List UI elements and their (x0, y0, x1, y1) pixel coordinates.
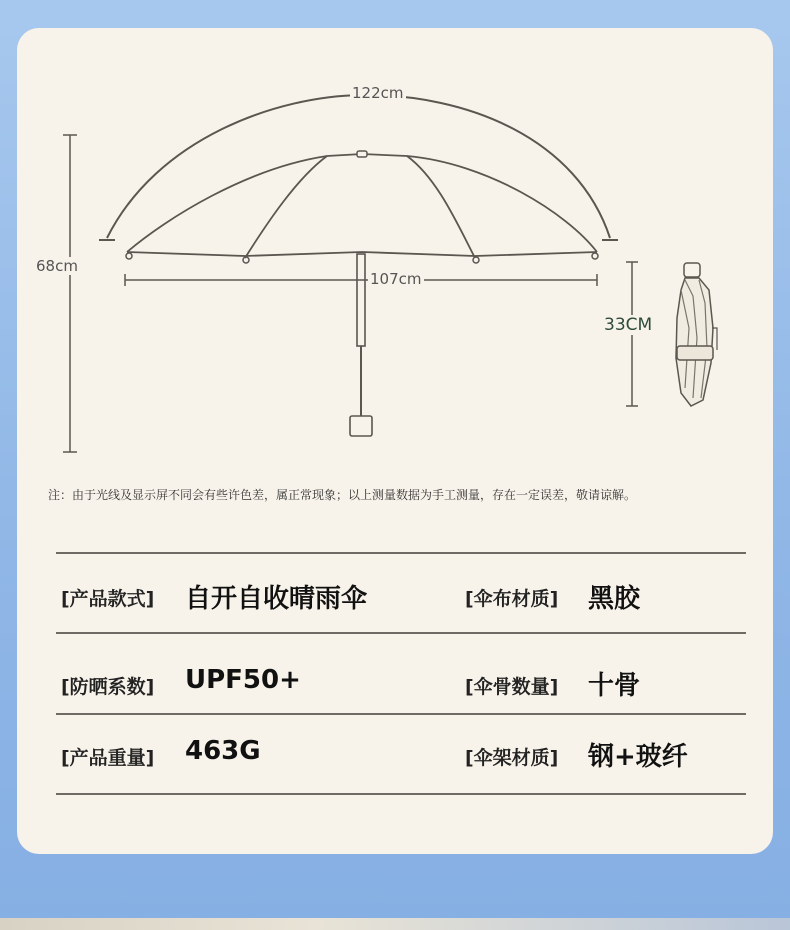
arc-width-label: 122cm (352, 84, 404, 102)
divider (56, 793, 746, 795)
divider (56, 632, 746, 634)
spec-key: [伞布材质] (465, 588, 559, 610)
folded-length-label: 33CM (604, 315, 653, 335)
divider (56, 713, 746, 715)
divider (56, 552, 746, 554)
spec-value: UPF50+ (185, 665, 301, 695)
open-width-label: 107cm (370, 270, 422, 288)
folded-umbrella (676, 263, 717, 406)
spec-row (17, 735, 773, 775)
spec-row (17, 664, 773, 704)
spec-value: 钢+玻纤 (588, 742, 688, 772)
arc-length-dimension-line (107, 95, 610, 238)
spec-key: [伞骨数量] (465, 676, 559, 698)
spec-key: [防晒系数] (61, 676, 155, 698)
spec-key: [产品重量] (61, 747, 155, 769)
spec-row (17, 578, 773, 618)
spec-value: 自开自收晴雨伞 (185, 584, 368, 614)
canopy-rib-right (407, 156, 475, 258)
spec-value: 黑胶 (588, 584, 641, 614)
spec-value: 463G (185, 736, 261, 766)
spec-value: 十骨 (588, 671, 641, 701)
next-section-edge (0, 918, 790, 930)
spec-key: [产品款式] (61, 588, 155, 610)
height-label: 68cm (36, 257, 78, 275)
umbrella-shaft (357, 254, 365, 346)
spec-card (17, 28, 773, 854)
spec-key: [伞架材质] (465, 747, 559, 769)
disclaimer-note: 注：由于光线及显示屏不同会有些许色差，属正常现象；以上测量数据为手工测量，存在一定误差，敬请谅解。 (48, 488, 637, 502)
umbrella-canopy (127, 154, 597, 252)
umbrella-handle (350, 416, 372, 436)
canopy-rib-left (245, 156, 327, 258)
